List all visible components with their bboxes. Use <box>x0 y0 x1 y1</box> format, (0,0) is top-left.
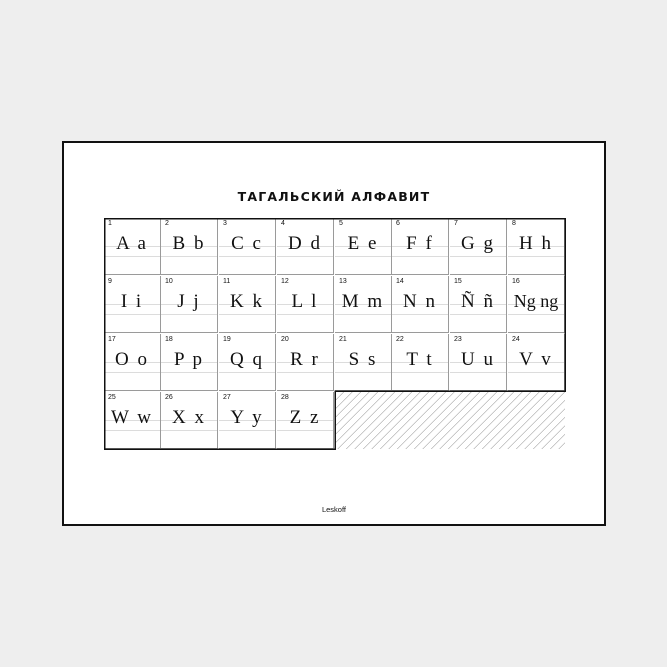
letter-number: 18 <box>165 336 173 343</box>
letter-pair: K k <box>230 291 264 312</box>
letter-pair: Z z <box>289 407 321 428</box>
letter-cell <box>392 334 449 391</box>
letter-number: 11 <box>223 278 231 285</box>
letter-pair: F f <box>406 233 434 254</box>
letter-cell <box>219 218 276 275</box>
letter-number: 12 <box>281 278 289 285</box>
letter-number: 16 <box>512 278 520 285</box>
letter-pair: X x <box>172 407 206 428</box>
letter-cell <box>161 334 218 391</box>
brand-label: Leskoff <box>321 505 347 514</box>
letter-cell <box>277 276 334 333</box>
letter-number: 5 <box>339 220 343 227</box>
letter-cell <box>104 334 161 391</box>
letter-number: 28 <box>281 394 289 401</box>
letter-pair: Y y <box>230 407 264 428</box>
letter-number: 8 <box>512 220 516 227</box>
letter-pair: I i <box>120 291 144 312</box>
letter-number: 13 <box>339 278 347 285</box>
letter-number: 21 <box>339 336 347 343</box>
letter-number: 6 <box>396 220 400 227</box>
letter-cell <box>104 276 161 333</box>
letter-pair: C c <box>231 233 263 254</box>
letter-number: 17 <box>108 336 116 343</box>
letter-cell <box>104 218 161 275</box>
letter-pair: S s <box>348 349 378 370</box>
letter-pair: M m <box>341 291 385 312</box>
letter-cell <box>508 276 565 333</box>
letter-pair: A a <box>116 233 148 254</box>
letter-cell <box>392 218 449 275</box>
letter-cell <box>450 218 507 275</box>
poster-title: ТАГАЛЬСКИЙ АЛФАВИТ <box>237 189 431 204</box>
letter-pair: R r <box>290 349 320 370</box>
letter-pair: E e <box>347 233 379 254</box>
letter-cell <box>161 218 218 275</box>
letter-cell <box>335 334 392 391</box>
letter-number: 7 <box>454 220 458 227</box>
letter-pair: J j <box>177 291 201 312</box>
poster-frame <box>62 141 606 526</box>
letter-cell <box>161 392 218 449</box>
letter-pair: P p <box>173 349 205 370</box>
alphabet-grid <box>104 218 566 450</box>
letter-number: 27 <box>223 394 231 401</box>
letter-cell <box>392 276 449 333</box>
letter-number: 15 <box>454 278 462 285</box>
letter-number: 3 <box>223 220 227 227</box>
letter-cell <box>277 218 334 275</box>
letter-cell <box>450 276 507 333</box>
letter-number: 26 <box>165 394 173 401</box>
letter-number: 24 <box>512 336 520 343</box>
letter-number: 2 <box>165 220 169 227</box>
letter-cell <box>450 334 507 391</box>
empty-hatched-area <box>335 392 565 449</box>
letter-pair: D d <box>288 233 322 254</box>
letter-number: 22 <box>396 336 404 343</box>
letter-cell <box>219 276 276 333</box>
letter-number: 4 <box>281 220 285 227</box>
letter-pair: L l <box>291 291 319 312</box>
letter-number: 25 <box>108 394 116 401</box>
letter-pair: T t <box>406 349 434 370</box>
letter-pair: H h <box>519 233 553 254</box>
letter-pair: B b <box>172 233 206 254</box>
letter-pair: N n <box>403 291 437 312</box>
letter-number: 20 <box>281 336 289 343</box>
letter-cell <box>219 392 276 449</box>
letter-cell <box>508 334 565 391</box>
letter-cell <box>335 276 392 333</box>
letter-number: 14 <box>396 278 404 285</box>
letter-number: 10 <box>165 278 173 285</box>
letter-cell <box>277 392 334 449</box>
letter-number: 19 <box>223 336 231 343</box>
letter-cell <box>335 218 392 275</box>
letter-pair: Ng ng <box>513 291 559 311</box>
letter-pair: O o <box>115 349 149 370</box>
letter-pair: W w <box>110 407 154 428</box>
letter-pair: U u <box>461 349 495 370</box>
letter-cell <box>219 334 276 391</box>
letter-number: 9 <box>108 278 112 285</box>
letter-number: 1 <box>108 220 112 227</box>
letter-cell <box>508 218 565 275</box>
letter-pair: V v <box>519 349 553 370</box>
letter-number: 23 <box>454 336 462 343</box>
letter-pair: Q q <box>230 349 264 370</box>
letter-cell <box>277 334 334 391</box>
letter-pair: G g <box>461 233 495 254</box>
letter-cell <box>161 276 218 333</box>
letter-pair: Ñ ñ <box>461 291 495 312</box>
letter-cell <box>104 392 161 449</box>
